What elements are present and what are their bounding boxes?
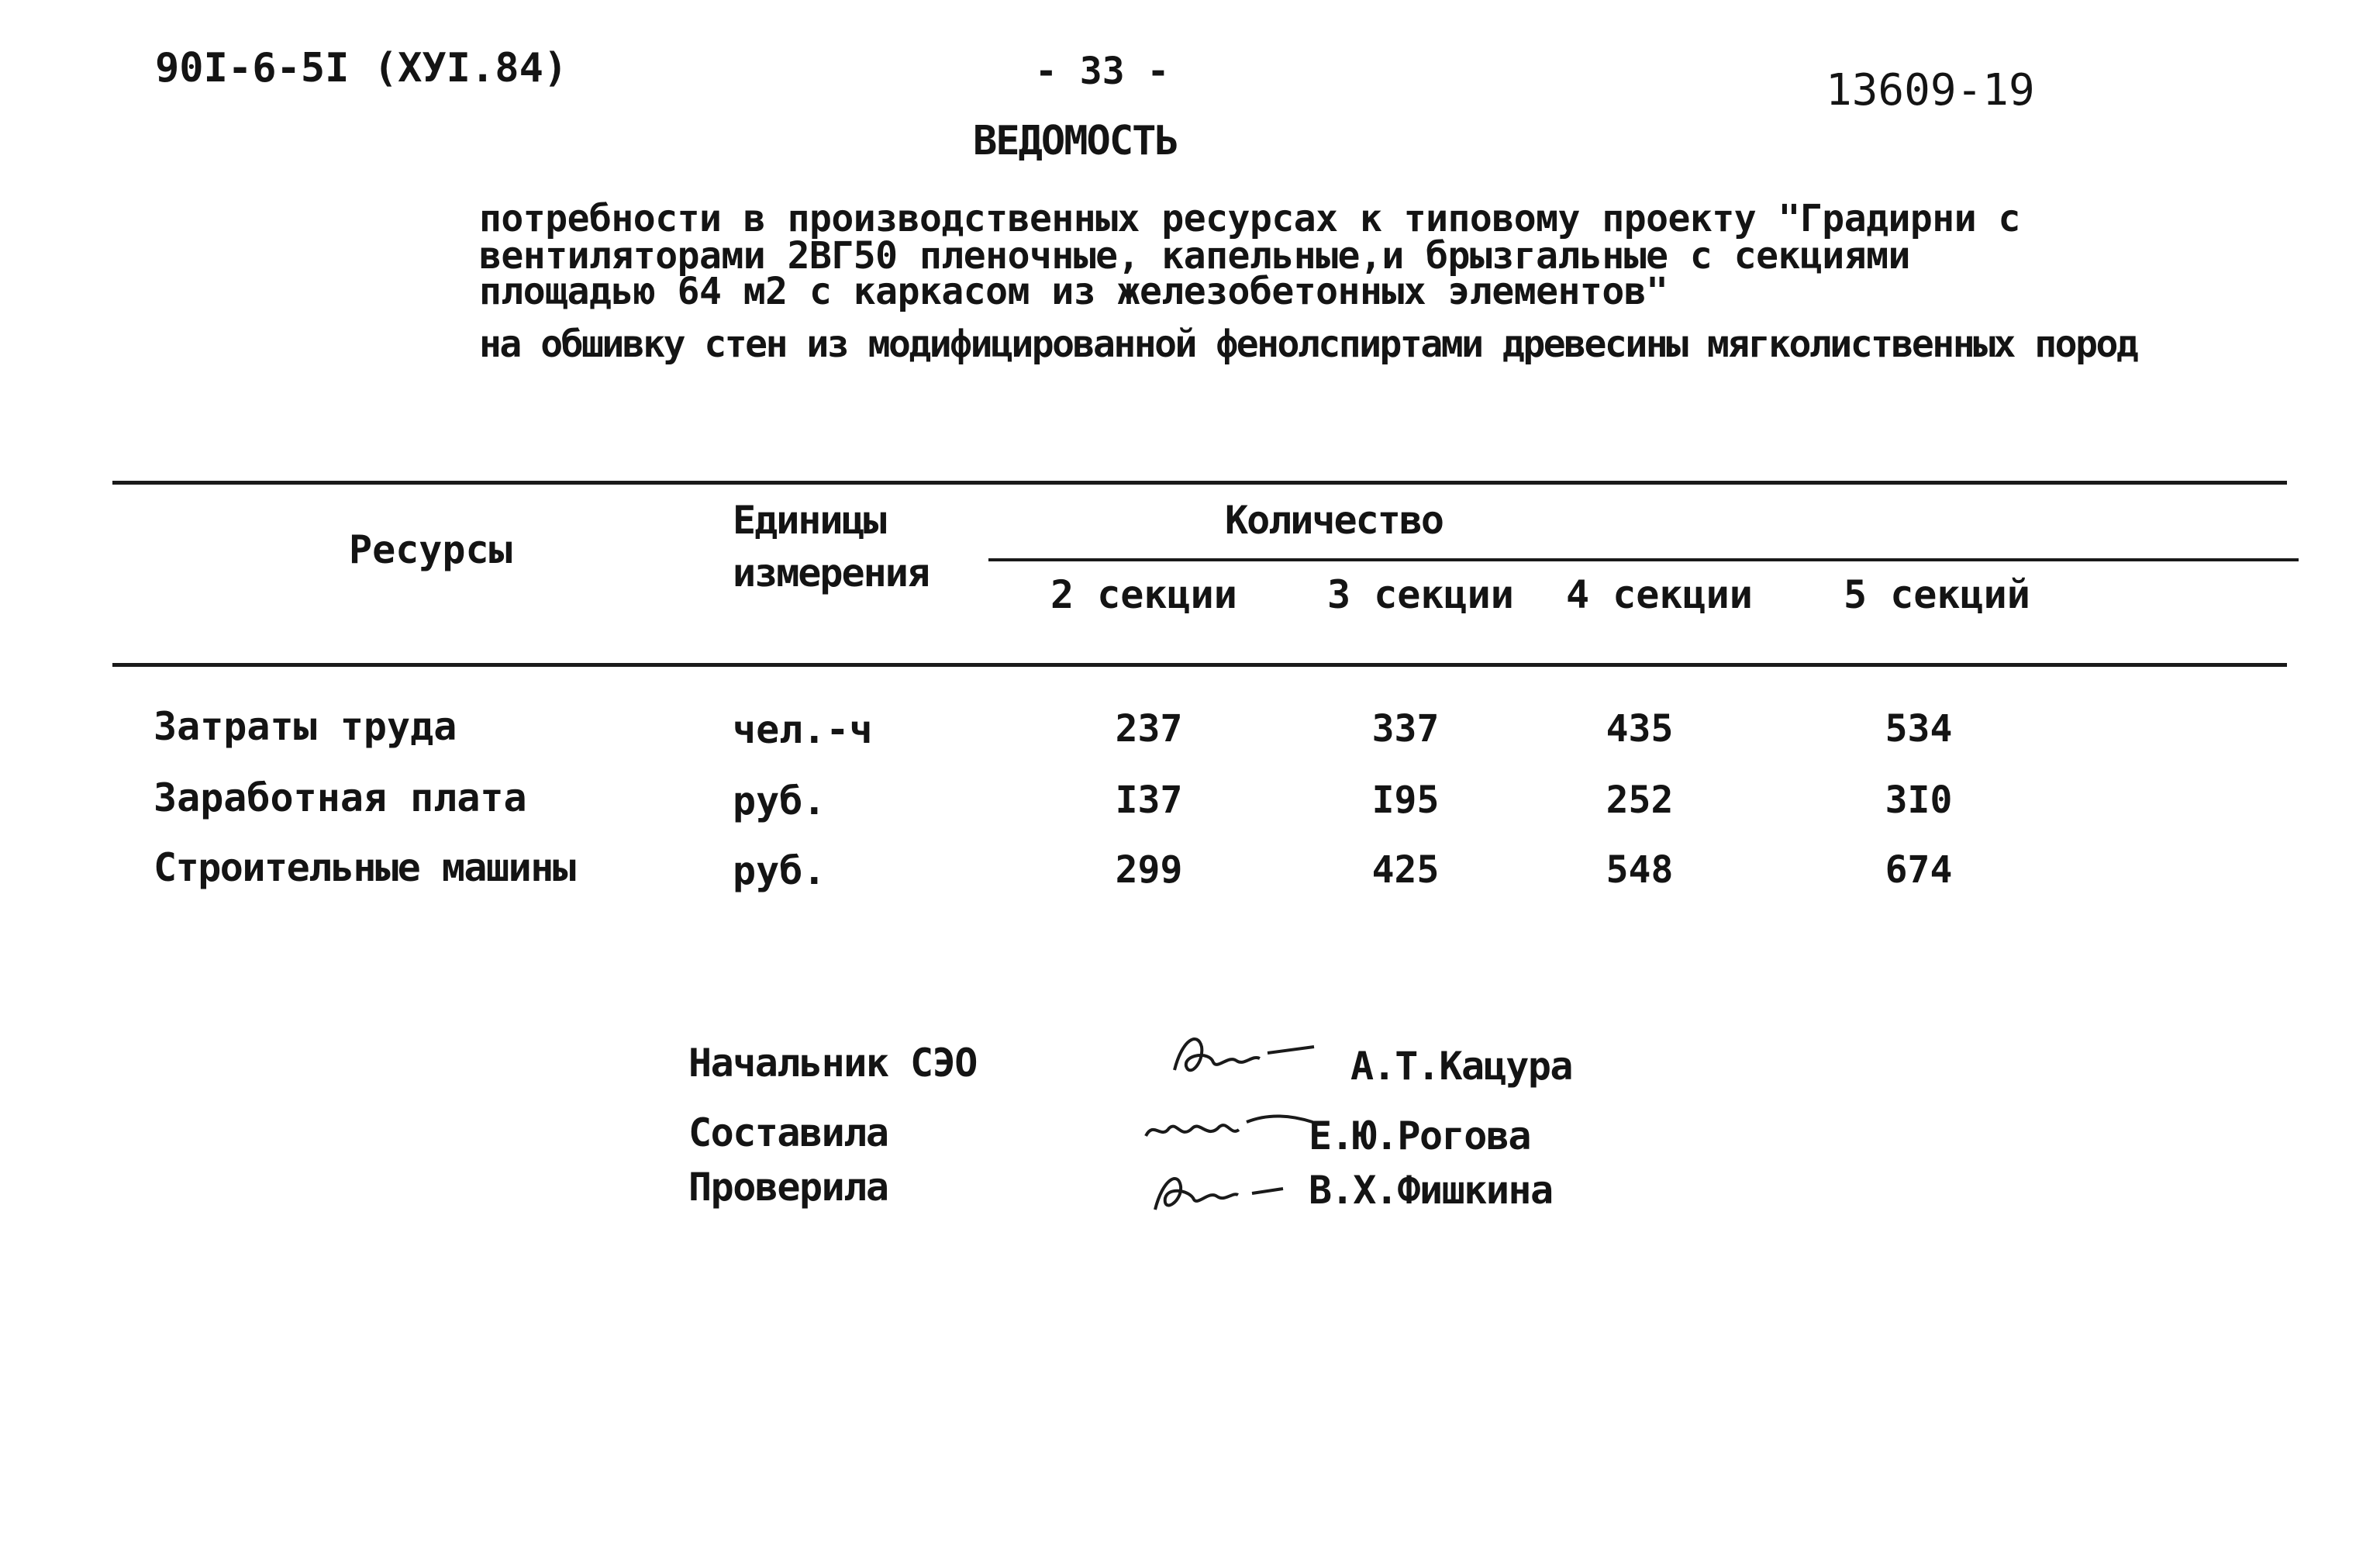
header-section-5: 5 секций: [1844, 572, 2030, 617]
subtitle-line-3: площадью 64 м2 с каркасом из железобетонных элементов": [479, 270, 1668, 313]
table-cell-value: I95: [1371, 778, 1440, 822]
table-cell-value: 674: [1885, 848, 1953, 892]
scope-line: на обшивку стен из модифицированной фенолспиртами древесины мягколиственных пород: [479, 323, 2137, 366]
quantity-subheader-rule: [988, 558, 2299, 561]
header-section-4: 4 секции: [1566, 572, 1753, 617]
handwritten-signature: [1167, 1024, 1322, 1086]
table-row-resource: Строительные машины: [153, 845, 575, 890]
table-cell-value: 299: [1115, 848, 1183, 892]
table-top-rule: [112, 481, 2287, 485]
header-section-2: 2 секции: [1050, 572, 1237, 617]
table-row-unit: чел.-ч: [733, 707, 873, 752]
table-cell-value: 425: [1371, 848, 1440, 892]
header-units-line1: Единицы: [733, 498, 885, 543]
subtitle-line-1: потребности в производственных ресурсах к типовому проекту "Градирни с: [479, 197, 2020, 240]
handwritten-signature: [1143, 1159, 1306, 1221]
table-cell-value: 337: [1371, 707, 1440, 751]
table-row-unit: руб.: [733, 848, 826, 893]
table-row-unit: руб.: [733, 778, 826, 823]
table-header-bottom-rule: [112, 663, 2287, 667]
table-row-resource: Заработная плата: [153, 775, 527, 820]
header-section-3: 3 секции: [1327, 572, 1514, 617]
table-cell-value: 534: [1885, 707, 1953, 751]
inventory-number: 13609-19: [1826, 65, 2035, 116]
signature-role: Начальник СЭО: [688, 1041, 977, 1086]
signature-name: В.Х.Фишкина: [1309, 1168, 1553, 1213]
document-title: ВЕДОМОСТЬ: [973, 118, 1178, 164]
header-units-line2: измерения: [733, 551, 929, 596]
signature-role: Проверила: [688, 1165, 888, 1210]
document-code: 90I-6-5I (XУI.84): [155, 45, 568, 91]
header-resources: Ресурсы: [349, 527, 512, 572]
signature-name: А.Т.Кацура: [1350, 1044, 1573, 1089]
signature-name: Е.Ю.Рогова: [1309, 1113, 1531, 1158]
handwritten-signature: [1138, 1105, 1316, 1151]
page-number: - 33 -: [1035, 50, 1170, 93]
table-cell-value: 435: [1606, 707, 1674, 751]
table-row-resource: Затраты труда: [153, 704, 457, 749]
header-quantity: Количество: [1225, 498, 1444, 543]
table-cell-value: 252: [1606, 778, 1674, 822]
table-cell-value: 237: [1115, 707, 1183, 751]
table-cell-value: 548: [1606, 848, 1674, 892]
signature-role: Составила: [688, 1110, 888, 1155]
subtitle-line-2: вентиляторами 2ВГ50 пленочные, капельные,и брызгальные с секциями: [479, 234, 1910, 278]
table-cell-value: I37: [1115, 778, 1183, 822]
table-cell-value: 3I0: [1885, 778, 1953, 822]
